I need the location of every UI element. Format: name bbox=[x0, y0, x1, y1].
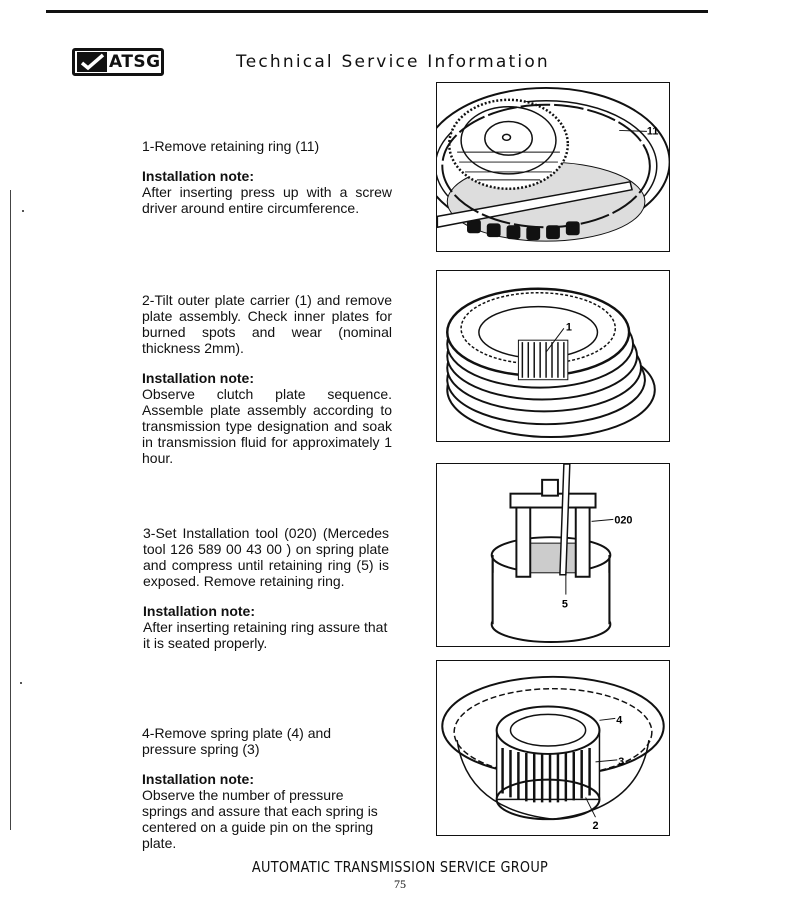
page-title: Technical Service Information bbox=[236, 52, 550, 72]
step-4-note-title: Installation note: bbox=[142, 771, 254, 787]
page-number: 75 bbox=[394, 877, 406, 891]
atsg-logo bbox=[72, 48, 164, 76]
step-3-note-title: Installation note: bbox=[143, 603, 255, 619]
figure-plate-assembly bbox=[436, 270, 670, 442]
callout-4: 4 bbox=[616, 714, 623, 727]
checkmark-icon bbox=[77, 52, 107, 72]
step-3-instruction: 3-Set Installation tool (020) (Mercedes tool 126 589 00 43 00 ) on spring plate and compress until retaining ring (5) is exposed. Remove retaining ring. bbox=[143, 525, 389, 589]
callout-3: 3 bbox=[618, 755, 625, 768]
left-margin-rule bbox=[10, 190, 11, 830]
callout-020: 020 bbox=[614, 514, 633, 527]
callout-11: 11 bbox=[646, 125, 659, 138]
footer-organization: AUTOMATIC TRANSMISSION SERVICE GROUP bbox=[251, 858, 549, 876]
step-2-note-title: Installation note: bbox=[142, 370, 254, 386]
step-1-instruction: 1-Remove retaining ring (11) bbox=[142, 138, 320, 154]
top-rule bbox=[46, 10, 708, 13]
figure-retaining-ring bbox=[436, 82, 670, 252]
step-2-section bbox=[142, 292, 392, 466]
step-1-note-text: After inserting press up with a screw driver around entire circumference. bbox=[142, 184, 392, 216]
step-2-note-text: Observe clutch plate sequence. Assemble plate assembly according to transmission type designation and soak in transmission fluid for approximately 1 hour. bbox=[142, 386, 392, 466]
callout-2: 2 bbox=[592, 820, 599, 833]
step-4-section bbox=[142, 725, 388, 851]
step-4-instruction: 4-Remove spring plate (4) and pressure spring (3) bbox=[142, 725, 332, 757]
logo-text: ATSG bbox=[109, 52, 161, 72]
step-2-instruction: 2-Tilt outer plate carrier (1) and remove plate assembly. Check inner plates for burned spots and wear (nominal thickness 2mm). bbox=[142, 292, 392, 356]
step-4-note-text: Observe the number of pressure springs and assure that each spring is centered on a guide pin on the spring plate. bbox=[142, 787, 378, 851]
step-3-note-text: After inserting retaining ring assure that it is seated properly. bbox=[143, 619, 388, 651]
step-1-note-title: Installation note: bbox=[142, 168, 254, 184]
figure-installation-tool bbox=[436, 463, 670, 647]
callout-1: 1 bbox=[565, 321, 572, 334]
step-3-section bbox=[143, 525, 389, 651]
scan-speck bbox=[22, 210, 24, 212]
scan-speck bbox=[20, 682, 22, 684]
figure-spring-plate bbox=[436, 660, 670, 836]
step-1-section bbox=[142, 138, 392, 216]
callout-5: 5 bbox=[561, 598, 568, 611]
